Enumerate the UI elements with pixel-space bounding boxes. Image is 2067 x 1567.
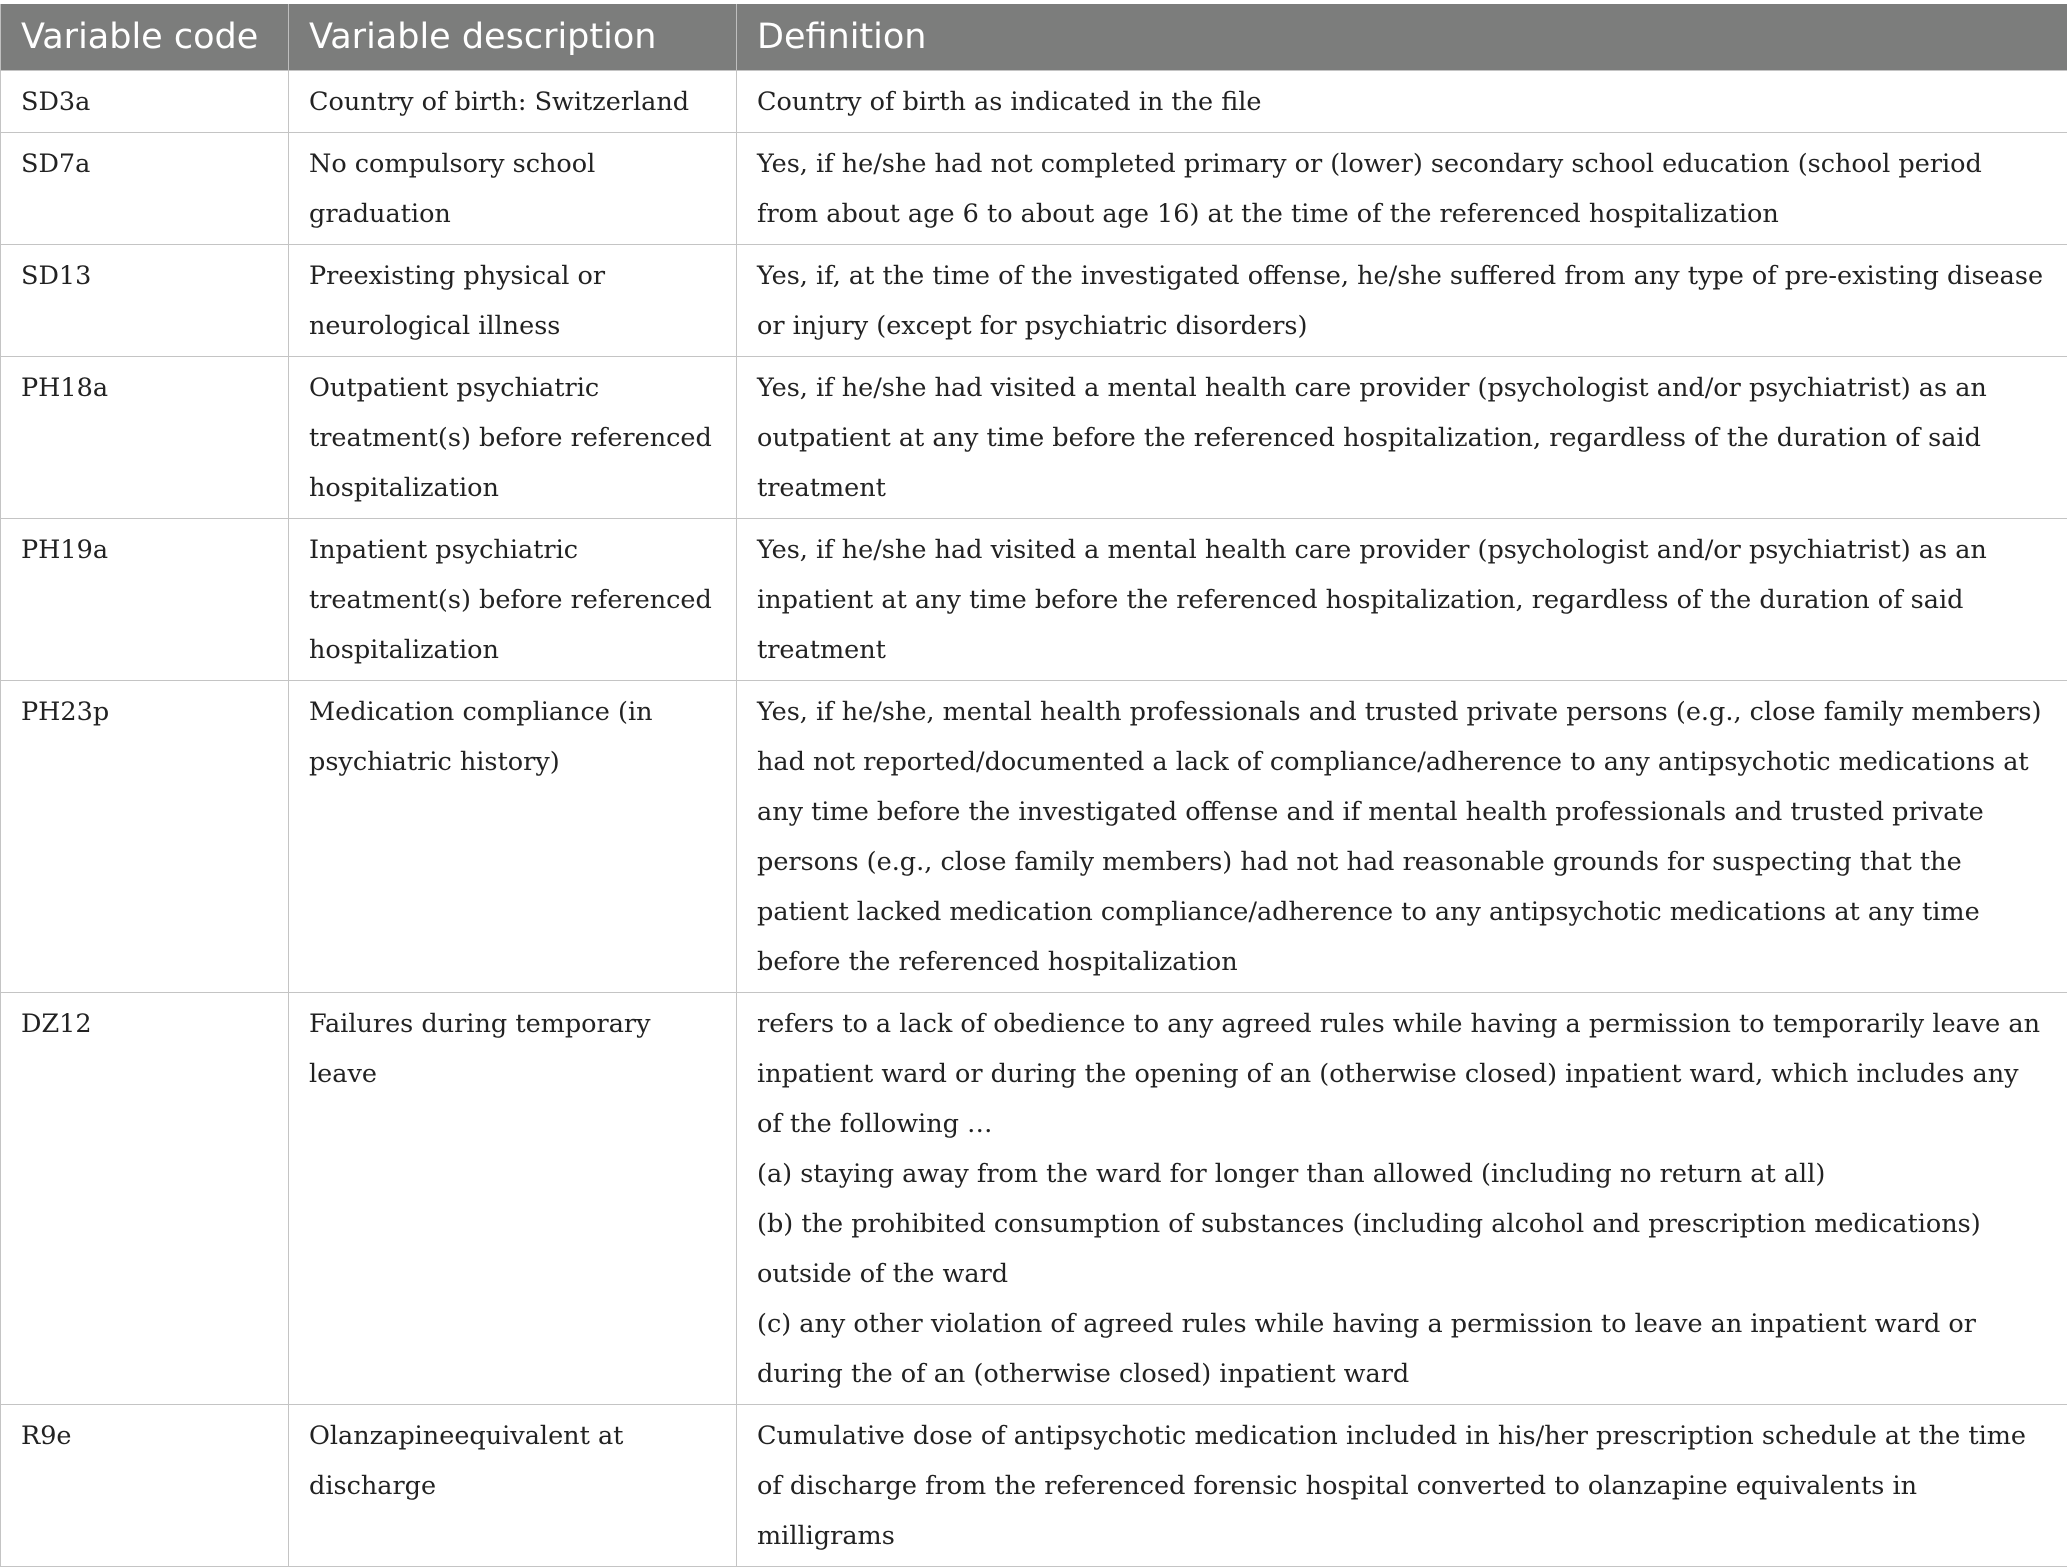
header-variable-description: Variable description xyxy=(289,4,737,70)
table-row xyxy=(1,70,2067,132)
cell-code: R9e xyxy=(1,1404,289,1566)
variable-definitions-table xyxy=(0,4,2067,1567)
cell-code: SD13 xyxy=(1,244,289,356)
cell-description: Olanzapineequivalent at discharge xyxy=(289,1404,737,1566)
cell-code: PH18a xyxy=(1,356,289,518)
cell-description: Medication compliance (in psychiatric history) xyxy=(289,680,737,992)
cell-description: No compulsory school graduation xyxy=(289,132,737,244)
cell-definition xyxy=(737,132,2067,244)
table-row xyxy=(1,1404,2067,1566)
definition-text: Cumulative dose of antipsychotic medication included in his/her prescription schedule at the time of discharge from the referenced forensic hospital converted to olanzapine equivalents in milligrams xyxy=(757,1411,2047,1561)
cell-definition xyxy=(737,70,2067,132)
cell-description: Failures during temporary leave xyxy=(289,992,737,1404)
cell-description: Country of birth: Switzerland xyxy=(289,70,737,132)
cell-description: Inpatient psychiatric treatment(s) before referenced hospitalization xyxy=(289,518,737,680)
table-row xyxy=(1,244,2067,356)
definition-item-c: (c) any other violation of agreed rules while having a permission to leave an inpatient ward or during the of an (otherwise closed) inpatient ward xyxy=(757,1299,2047,1399)
cell-code: PH19a xyxy=(1,518,289,680)
cell-definition xyxy=(737,992,2067,1404)
table-row xyxy=(1,518,2067,680)
definition-text: Yes, if he/she had not completed primary or (lower) secondary school education (school period from about age 6 to about age 16) at the time of the referenced hospitalization xyxy=(757,139,2047,239)
table-row xyxy=(1,992,2067,1404)
header-variable-code: Variable code xyxy=(1,4,289,70)
definition-text: refers to a lack of obedience to any agreed rules while having a permission to temporarily leave an inpatient ward or during the opening of an (otherwise closed) inpatient ward, which includes any of the following … xyxy=(757,999,2047,1149)
table-row xyxy=(1,356,2067,518)
definition-text: Yes, if he/she had visited a mental health care provider (psychologist and/or psychiatrist) as an inpatient at any time before the referenced hospitalization, regardless of the duration of said treatment xyxy=(757,525,2047,675)
cell-definition xyxy=(737,1404,2067,1566)
variable-definitions-table-container xyxy=(0,4,2067,1567)
header-row xyxy=(1,4,2067,70)
cell-code: DZ12 xyxy=(1,992,289,1404)
cell-definition xyxy=(737,356,2067,518)
definition-text: Yes, if he/she, mental health professionals and trusted private persons (e.g., close family members) had not reported/documented a lack of compliance/adherence to any antipsychotic medications at any time before the investigated offense and if mental health professionals and trusted private persons (e.g., close family members) had not had reasonable grounds for suspecting that the patient lacked medication compliance/adherence to any antipsychotic medications at any time before the referenced hospitalization xyxy=(757,687,2047,987)
cell-code: SD7a xyxy=(1,132,289,244)
cell-description: Outpatient psychiatric treatment(s) before referenced hospitalization xyxy=(289,356,737,518)
table-row xyxy=(1,680,2067,992)
definition-text: Yes, if, at the time of the investigated offense, he/she suffered from any type of pre-existing disease or injury (except for psychiatric disorders) xyxy=(757,251,2047,351)
table-header xyxy=(1,4,2067,70)
table-row xyxy=(1,132,2067,244)
cell-code: SD3a xyxy=(1,70,289,132)
definition-text: Yes, if he/she had visited a mental health care provider (psychologist and/or psychiatrist) as an outpatient at any time before the referenced hospitalization, regardless of the duration of said treatment xyxy=(757,363,2047,513)
cell-definition xyxy=(737,244,2067,356)
definition-item-b: (b) the prohibited consumption of substances (including alcohol and prescription medications) outside of the ward xyxy=(757,1199,2047,1299)
cell-definition xyxy=(737,518,2067,680)
cell-code: PH23p xyxy=(1,680,289,992)
definition-item-a: (a) staying away from the ward for longer than allowed (including no return at all) xyxy=(757,1149,2047,1199)
definition-text: Country of birth as indicated in the file xyxy=(757,77,2047,127)
header-definition: Definition xyxy=(737,4,2067,70)
table-body xyxy=(1,70,2067,1566)
cell-definition xyxy=(737,680,2067,992)
cell-description: Preexisting physical or neurological illness xyxy=(289,244,737,356)
